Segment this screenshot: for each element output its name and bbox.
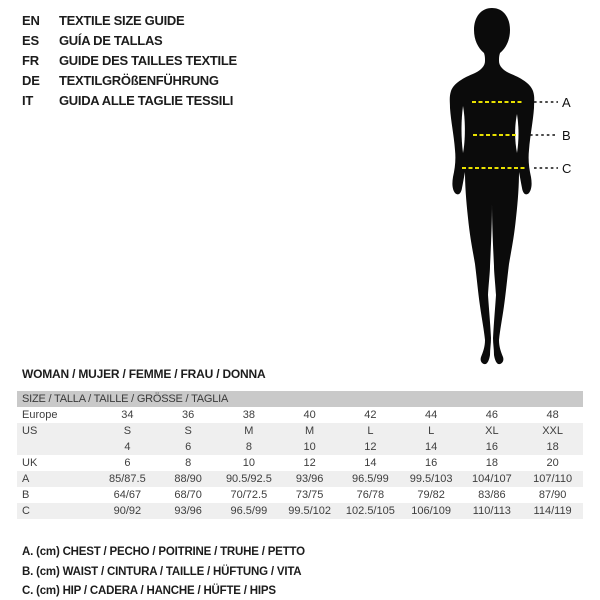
table-cell: 8	[185, 457, 192, 469]
table-cell: 90/92	[113, 505, 142, 517]
table-cell: 36	[182, 409, 195, 421]
legend-hip: C. (cm) HIP / CADERA / HANCHE / HÜFTE / HIPS	[22, 585, 276, 597]
language-code: DE	[22, 73, 40, 88]
table-cell: S	[123, 425, 132, 437]
language-code: ES	[22, 33, 39, 48]
table-cell: L	[367, 425, 374, 437]
table-cell: 70/72.5	[230, 489, 268, 501]
table-cell: 104/107	[471, 473, 512, 485]
table-cell: 106/109	[411, 505, 451, 517]
language-row-en	[22, 11, 237, 31]
table-cell: 99.5/103	[409, 473, 453, 485]
table-row-hip	[17, 503, 583, 519]
guide-title-fr: GUIDE DES TAILLES TEXTILE	[59, 53, 237, 68]
table-cell: 18	[546, 441, 559, 453]
row-label: US	[22, 425, 38, 437]
row-label: A	[22, 473, 30, 485]
table-cell: 76/78	[356, 489, 385, 501]
table-cell: 18	[485, 457, 498, 469]
table-cell: 14	[364, 457, 377, 469]
table-cell: S	[184, 425, 192, 437]
language-code: EN	[22, 13, 40, 28]
marker-label-waist: B	[562, 128, 571, 143]
measurement-legend	[22, 543, 305, 600]
table-cell: L	[428, 425, 435, 437]
table-cell: 6	[124, 457, 131, 469]
table-cell: 68/70	[174, 489, 202, 501]
table-cell: M	[305, 425, 315, 437]
guide-title-es: GUÍA DE TALLAS	[59, 33, 163, 48]
table-cell: 102.5/105	[345, 505, 395, 517]
table-cell: 10	[303, 441, 316, 453]
row-label: C	[22, 505, 30, 517]
table-row-europe	[17, 407, 583, 423]
table-cell: 93/96	[174, 505, 202, 517]
guide-title-de: TEXTILGRÖßENFÜHRUNG	[59, 73, 219, 88]
guide-title-it: GUIDA ALLE TAGLIE TESSILI	[59, 93, 234, 108]
table-cell: M	[244, 425, 254, 437]
table-cell: 4	[124, 441, 131, 453]
language-code: IT	[22, 93, 34, 108]
table-cell: 114/119	[533, 505, 572, 517]
table-cell: 93/96	[295, 473, 324, 485]
table-cell: 42	[364, 409, 377, 421]
language-row-it	[22, 91, 237, 111]
language-title-block	[22, 11, 237, 111]
legend-waist: B. (cm) WAIST / CINTURA / TAILLE / HÜFTUNG / VITA	[22, 565, 302, 578]
table-cell: XL	[485, 425, 499, 437]
table-cell: 83/86	[478, 489, 506, 501]
table-cell: XXL	[542, 425, 564, 437]
size-table	[17, 391, 583, 519]
table-cell: 90.5/92.5	[225, 473, 272, 485]
table-cell: 40	[303, 409, 316, 421]
table-cell: 44	[425, 409, 438, 421]
table-cell: 6	[185, 441, 192, 453]
marker-label-hip: C	[562, 161, 572, 176]
guide-title-en: TEXTILE SIZE GUIDE	[59, 13, 185, 28]
language-code: FR	[22, 53, 39, 68]
table-cell: 34	[121, 409, 134, 421]
language-row-es	[22, 31, 237, 51]
woman-figure	[430, 0, 570, 370]
gender-label: WOMAN / MUJER / FEMME / FRAU / DONNA	[22, 367, 266, 381]
legend-chest: A. (cm) CHEST / PECHO / POITRINE / TRUHE / PETTO	[22, 546, 305, 558]
table-cell: 12	[303, 457, 316, 469]
table-cell: 64/67	[113, 489, 142, 501]
table-cell: 16	[485, 441, 498, 453]
table-cell: 99.5/102	[288, 505, 332, 517]
table-cell: 46	[485, 409, 498, 421]
size-table-header: SIZE / TALLA / TAILLE / GRÖSSE / TAGLIA	[17, 391, 583, 407]
table-cell: 96.5/99	[230, 505, 268, 517]
table-cell: 38	[242, 409, 255, 421]
marker-label-chest: A	[562, 95, 571, 110]
table-cell: 12	[364, 441, 377, 453]
table-row-waist	[17, 487, 583, 503]
table-cell: 85/87.5	[109, 473, 146, 485]
table-cell: 79/82	[417, 489, 445, 501]
row-label: UK	[22, 457, 38, 469]
language-row-fr	[22, 51, 237, 71]
table-cell: 88/90	[174, 473, 202, 485]
table-row-us-numeric	[17, 439, 583, 455]
table-cell: 14	[425, 441, 438, 453]
row-label: Europe	[22, 409, 58, 421]
table-cell: 20	[546, 457, 559, 469]
woman-silhouette	[450, 8, 535, 364]
language-row-de	[22, 71, 237, 91]
table-cell: 48	[546, 409, 559, 421]
table-cell: 96.5/99	[352, 473, 389, 485]
table-cell: 110/113	[472, 505, 511, 517]
row-label: B	[22, 489, 30, 501]
table-cell: 107/110	[533, 473, 573, 485]
table-row-chest	[17, 471, 583, 487]
table-cell: 16	[425, 457, 438, 469]
table-row-uk	[17, 455, 583, 471]
table-cell: 10	[242, 457, 255, 469]
table-cell: 73/75	[295, 489, 324, 501]
table-cell: 8	[245, 441, 252, 453]
table-cell: 87/90	[538, 489, 567, 501]
table-row-us	[17, 423, 583, 439]
